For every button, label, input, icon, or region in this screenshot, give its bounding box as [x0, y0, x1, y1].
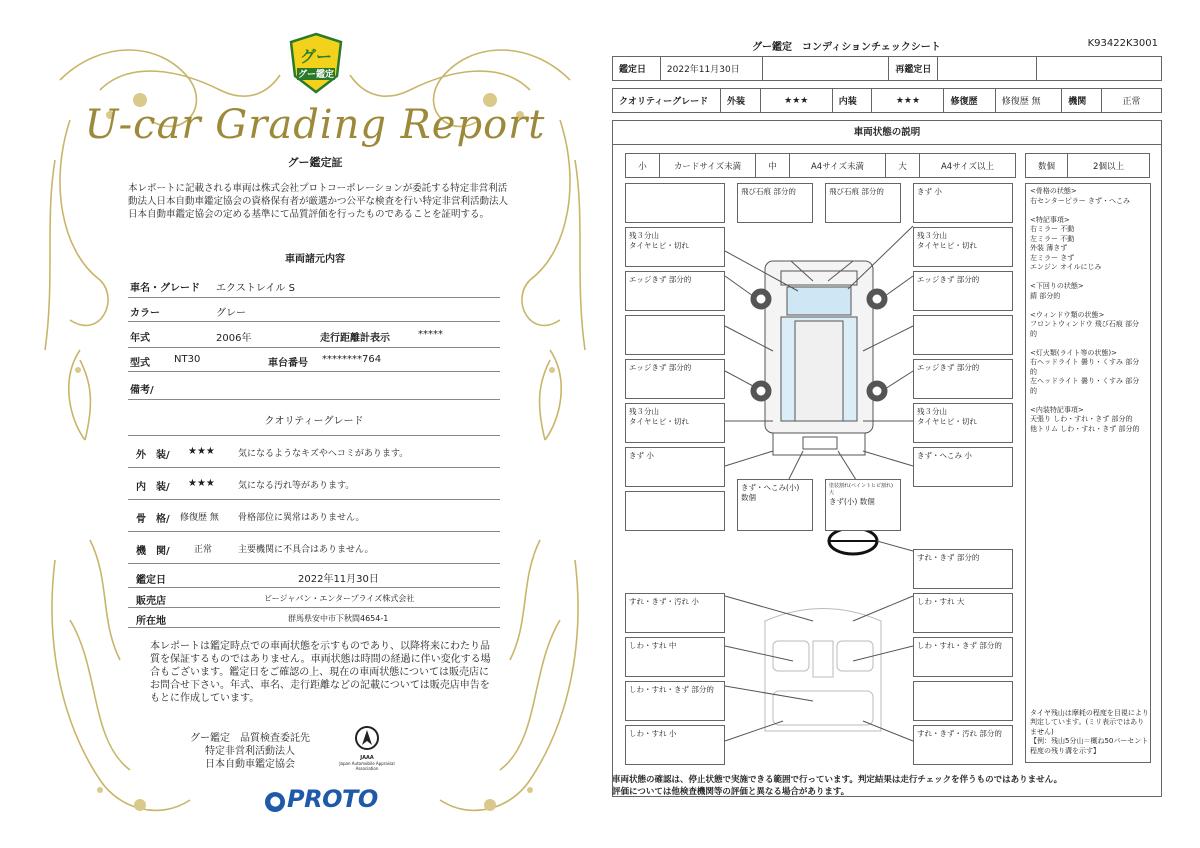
row-frame	[128, 500, 500, 532]
sheet-footer: 車両状態の確認は、停止状態で実施できる範囲で行っています。判定結果は走行チェックを伴うものではありません。 評価については他検査機関等の評価と異なる場合があります。	[612, 775, 1063, 797]
condition-box-interior-left-4: しわ・すれ 小	[625, 725, 725, 765]
reinspect-value	[938, 57, 1037, 81]
type-value: NT30	[174, 354, 201, 365]
jaaa-subtitle: Japan Automobile Appraisal Association	[339, 761, 395, 771]
row-engine	[128, 532, 500, 564]
size-small: 小	[626, 154, 660, 178]
issuer-line-3: 日本自動車鑑定協会	[205, 759, 295, 770]
condition-box-left-2: 残３分山 タイヤヒビ・切れ	[625, 227, 725, 267]
grade-heading: クオリティーグレード	[264, 416, 364, 427]
condition-box-interior-right-2: しわ・すれ・きず 部分的	[913, 637, 1013, 677]
color-value: グレー	[216, 308, 246, 319]
vehicle-condition-section	[612, 120, 1162, 797]
grade-table	[612, 88, 1162, 113]
condition-box-left-6: 残３分山 タイヤヒビ・切れ	[625, 403, 725, 443]
exterior-stars: ★★★	[188, 446, 215, 457]
grading-certificate	[40, 20, 590, 835]
condition-box-interior-left-2: しわ・すれ 中	[625, 637, 725, 677]
paint-crack-note: 塗装割れ(ペイントヒビ割れ) 大	[829, 483, 893, 496]
dealer-value: ビージャパン・エンタープライズ株式会社	[264, 594, 415, 603]
repair-value: 修復歴 無	[995, 89, 1061, 113]
condition-box-left-7: きず 小	[625, 447, 725, 487]
interior-label: 内 装/	[136, 482, 170, 493]
dealer-label: 販売店	[136, 596, 166, 607]
condition-box-bottom-1: きず・へこみ(小) 数個	[737, 479, 813, 531]
repair-label: 修復歴	[944, 89, 995, 113]
row-dealer	[128, 588, 500, 608]
issuer-block	[180, 732, 320, 771]
int-value: ★★★	[872, 89, 944, 113]
condition-box-right-7: きず・へこみ 小	[913, 447, 1013, 487]
mileage-label: 走行距離計表示	[320, 333, 390, 344]
frame-desc: 骨格部位に異常はありません。	[238, 513, 365, 523]
notes-text: <骨格の状態> 右センターピラー きず・へこみ <特記事項> 右ミラー 不動 左ミラー 不動 外装 薄きず 左ミラー きず エンジン オイルにじみ <下回りの状態> 錆 部分的 <ウィンドウ類の状態> フロントウィンドウ 飛び石痕 部分的 <灯火類(ライト等の状態)> 右ヘッドライト 曇り・くすみ 部分的 左ヘッドライト 曇り・くすみ 部分的 <内装特記事項> 天張り しわ・すれ・きず 部分的 他トリム しわ・すれ・きず 部分的	[1030, 187, 1140, 433]
date-label: 鑑定日	[136, 575, 166, 586]
row-date	[128, 564, 500, 588]
date-label: 鑑定日	[613, 57, 661, 81]
chassis-value: ********764	[322, 354, 382, 365]
year-value: 2006年	[216, 333, 252, 344]
goo-kantei-logo	[287, 32, 345, 94]
exterior-desc: 気になるようなキズやヘコミがあります。	[238, 449, 409, 459]
jaaa-name: JAAA	[360, 755, 374, 761]
issuer-line-1: グー鑑定 品質検査委託先	[190, 733, 310, 744]
jaaa-emblem-icon	[354, 725, 380, 751]
report-title: U-car Grading Report	[84, 102, 546, 148]
condition-box-top-1: 飛び石痕 部分的	[737, 183, 813, 223]
intro-text: 本レポートに記載される車両は株式会社プロトコーポレーションが委託する特定非営利活動法人日本自動車鑑定協会の資格保有者が厳選かつ公平な検査を行い特定非営利活動法人日本自動車鑑定協会の定める基準にて品質評価を行ったものであることを証明する。	[128, 183, 509, 220]
date-value: 2022年11月30日	[298, 574, 379, 585]
int-label: 内装	[832, 89, 872, 113]
condition-box-interior-right-3	[913, 681, 1013, 721]
engine-label: 機 関/	[136, 546, 170, 557]
proto-wordmark: PROTO	[287, 785, 378, 813]
row-address	[128, 608, 500, 628]
reinspect-label: 再鑑定日	[889, 57, 938, 81]
engine-label: 機関	[1062, 89, 1102, 113]
address-value: 群馬県安中市下秋間4654-1	[288, 614, 389, 623]
engine-value: 正常	[194, 545, 213, 555]
chassis-label: 車台番号	[268, 358, 308, 369]
condition-notes	[1025, 183, 1151, 763]
condition-box-interior-right-1: しわ・すれ 大	[913, 593, 1013, 633]
size-large: 大	[886, 154, 920, 178]
report-subtitle: グー鑑定証	[287, 156, 343, 169]
date-value: 2022年11月30日	[660, 57, 762, 81]
sheet-id: K93422K3001	[1087, 38, 1158, 49]
condition-box-left-4	[625, 315, 725, 355]
condition-box-right-5: エッジきず 部分的	[913, 359, 1013, 399]
proto-mark-icon: ●	[265, 792, 285, 812]
model-value: エクストレイル S	[216, 283, 295, 294]
type-label: 型式	[130, 358, 150, 369]
row-interior	[128, 468, 500, 500]
ext-value: ★★★	[760, 89, 832, 113]
condition-box-right-6: 残３分山 タイヤヒビ・切れ	[913, 403, 1013, 443]
condition-box-right-3: エッジきず 部分的	[913, 271, 1013, 311]
svg-text:グー: グー	[299, 47, 333, 66]
logo-caption: グー鑑定	[297, 70, 334, 80]
row-remarks	[128, 372, 500, 400]
mileage-value: *****	[418, 329, 443, 340]
condition-box-right-2: 残３分山 タイヤヒビ・切れ	[913, 227, 1013, 267]
interior-stars: ★★★	[188, 478, 215, 489]
count-legend	[1025, 153, 1150, 178]
quality-label: クオリティーグレード	[613, 89, 721, 113]
condition-box-right-1: きず 小	[913, 183, 1013, 223]
row-exterior	[128, 436, 500, 468]
date-blank	[762, 57, 889, 81]
row-type	[128, 348, 500, 372]
size-large-desc: A4サイズ以上	[920, 154, 1016, 178]
count-value: 2個以上	[1068, 154, 1150, 178]
row-year	[128, 322, 500, 348]
condition-box-steering: すれ・きず 部分的	[913, 549, 1013, 589]
engine-desc: 主要機関に不具合はありません。	[238, 545, 374, 555]
exterior-label: 外 装/	[136, 450, 170, 461]
sheet-title: グー鑑定 コンディションチェックシート	[752, 42, 941, 53]
size-mid: 中	[756, 154, 790, 178]
condition-box-interior-left-3: しわ・すれ・きず 部分的	[625, 681, 725, 721]
engine-value: 正常	[1102, 89, 1162, 113]
condition-box-bottom-2	[825, 479, 901, 531]
ext-label: 外装	[721, 89, 761, 113]
reinspect-blank	[1037, 57, 1162, 81]
condition-box-interior-left-1: すれ・きず・汚れ 小	[625, 593, 725, 633]
condition-box-left-1	[625, 183, 725, 223]
condition-box-left-5: エッジきず 部分的	[625, 359, 725, 399]
year-label: 年式	[130, 333, 150, 344]
condition-box-left-8	[625, 491, 725, 531]
condition-box-top-2: 飛び石痕 部分的	[825, 183, 901, 223]
spec-heading: 車両諸元内容	[285, 254, 345, 265]
frame-label: 骨 格/	[136, 514, 170, 525]
color-label: カラー	[130, 308, 160, 319]
jaaa-logo	[332, 725, 402, 771]
section-title: 車両状態の説明	[613, 121, 1161, 145]
row-model	[128, 272, 500, 298]
disclaimer-note: 本レポートは鑑定時点での車両状態を示すものであり、以降将来にわたり品質を保証するものではありません。車両状態は時間の経過に伴い変化する場合もございます。鑑定日をご確認の上、現在の車両状態については販売店にお問合せ下さい。年式、車名、走行距離などの記載については販売店申告をもとに作成しています。	[150, 641, 491, 704]
row-color	[128, 298, 500, 322]
row-grade-heading	[128, 400, 500, 436]
tire-note: タイヤ残山は摩耗の程度を目視により判定しています。(ミリ表示ではありません) 【例：残山5分山＝概ね50パーセント程度の残り溝を示す】	[1030, 708, 1149, 755]
size-small-desc: カードサイズ未満	[660, 154, 756, 178]
address-label: 所在地	[136, 616, 166, 627]
condition-check-sheet	[612, 28, 1164, 798]
remarks-label: 備考/	[130, 385, 154, 396]
frame-value: 修復歴 無	[180, 513, 219, 523]
count-label: 数個	[1026, 154, 1068, 178]
condition-box-interior-right-4: すれ・きず・汚れ 部分的	[913, 725, 1013, 765]
model-label: 車名・グレード	[130, 283, 200, 294]
condition-box-left-3: エッジきず 部分的	[625, 271, 725, 311]
condition-box-right-4	[913, 315, 1013, 355]
issuer-line-2: 特定非営利活動法人	[205, 746, 295, 757]
date-table	[612, 56, 1162, 81]
bottom-2-text: きず(小) 数個	[829, 497, 875, 506]
proto-logo	[265, 785, 378, 813]
size-mid-desc: A4サイズ未満	[790, 154, 886, 178]
interior-desc: 気になる汚れ等があります。	[238, 481, 355, 491]
